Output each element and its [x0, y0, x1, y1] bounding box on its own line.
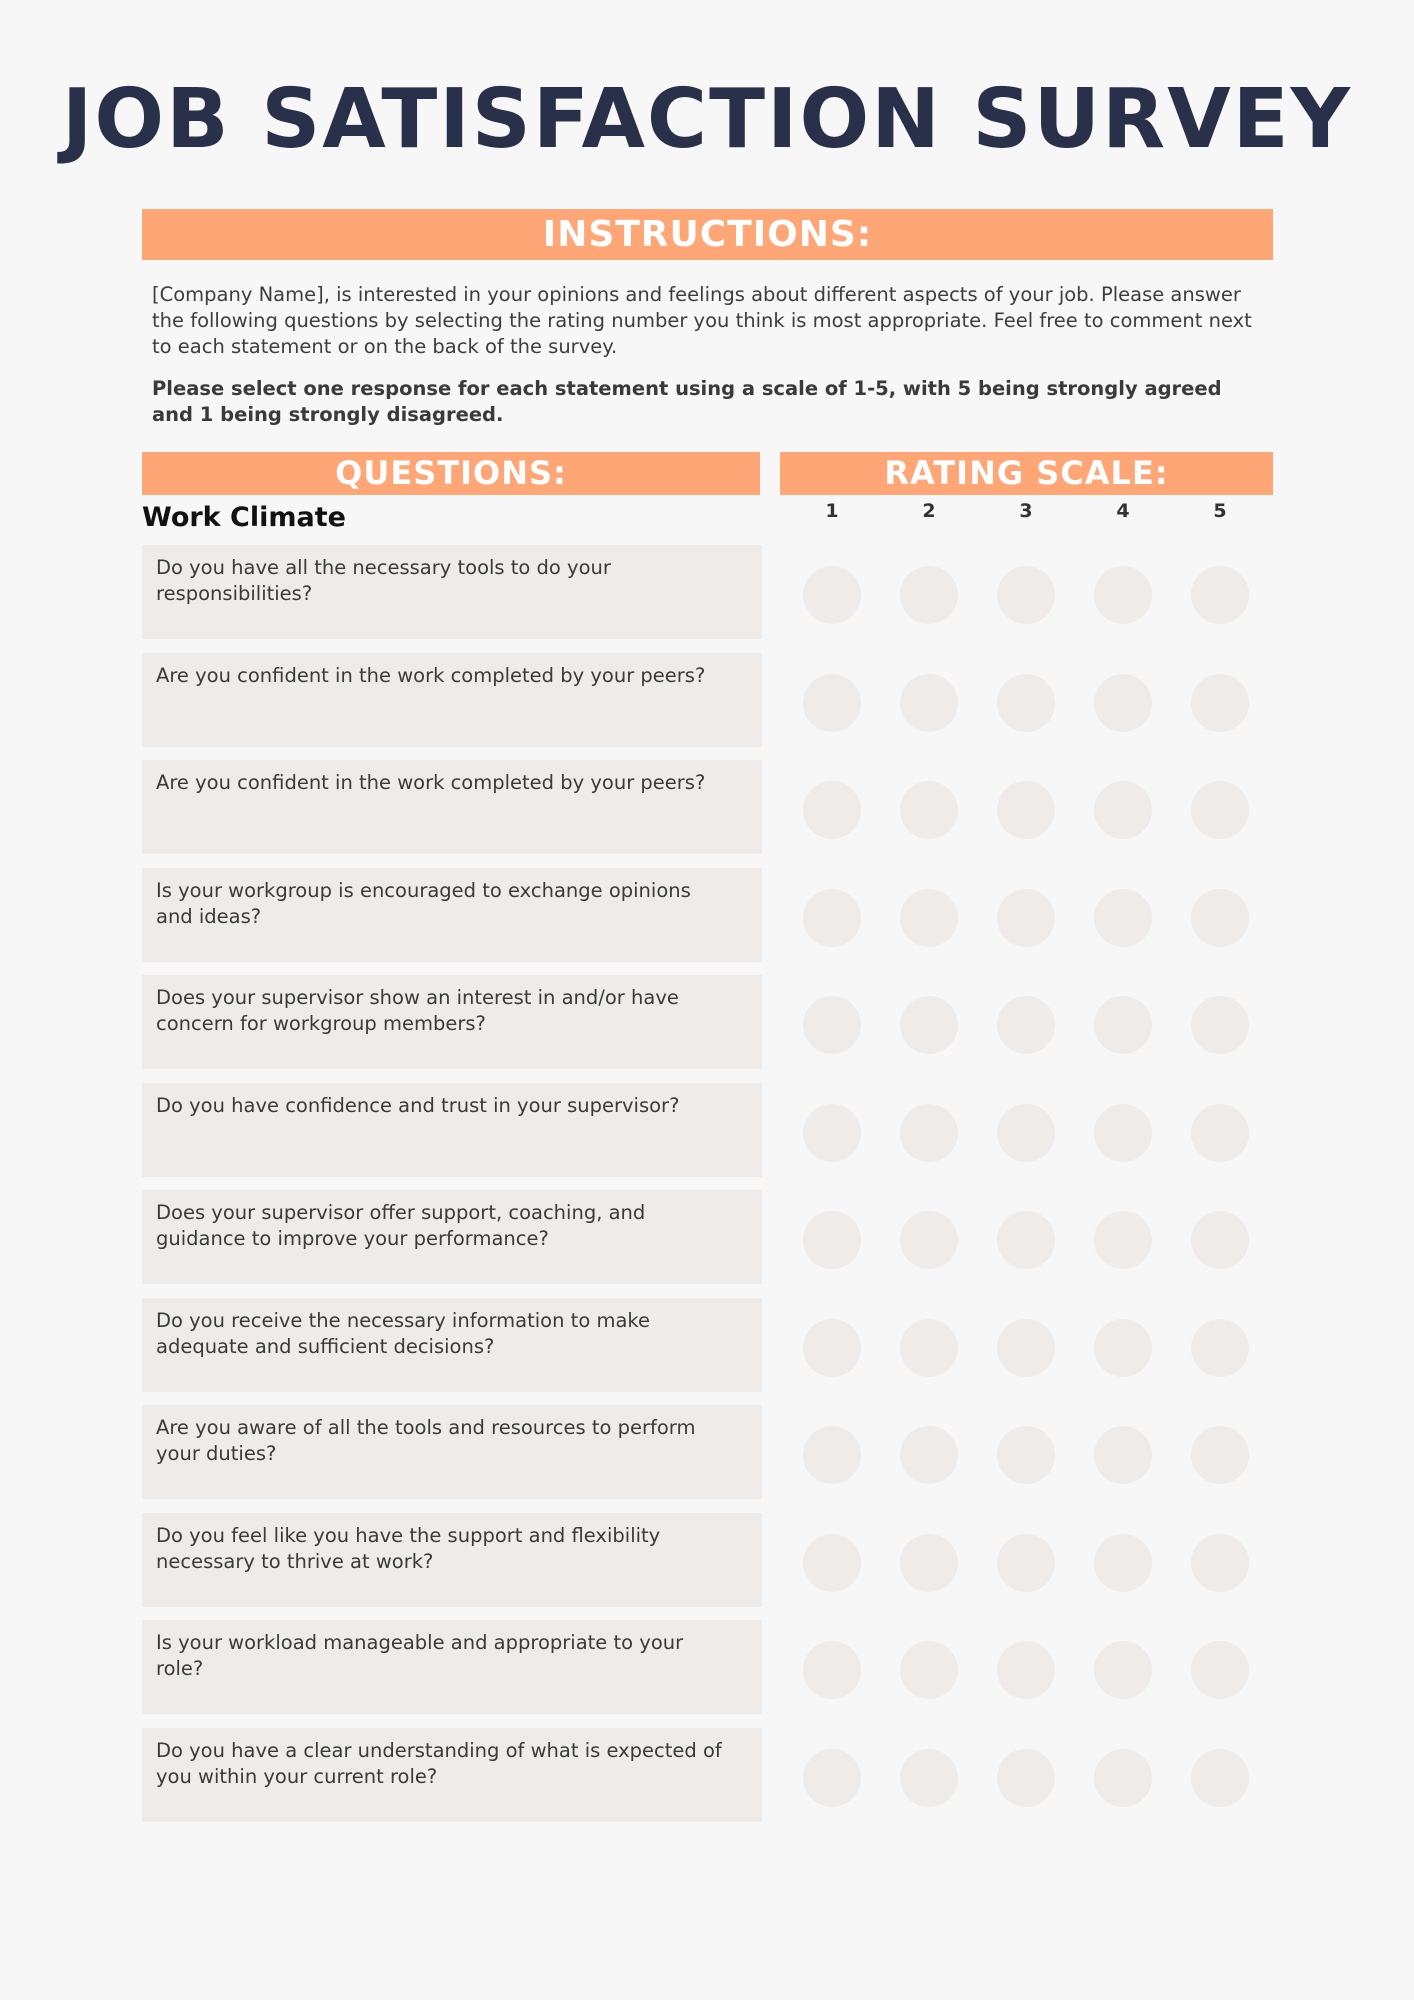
rating-option-4[interactable]	[1094, 1749, 1152, 1807]
rating-option-4[interactable]	[1094, 1211, 1152, 1269]
instructions-scale-note: Please select one response for each statement using a scale of 1-5, with 5 being strongly agreed and 1 being strongly disagreed.	[152, 377, 1222, 426]
rating-option-2[interactable]	[900, 781, 958, 839]
question-text: Do you have confidence and trust in your supervisor?	[142, 1083, 762, 1177]
rating-option-1[interactable]	[803, 1749, 861, 1807]
rating-option-5[interactable]	[1191, 1319, 1249, 1377]
rating-option-4[interactable]	[1094, 889, 1152, 947]
rating-row	[0, 1190, 1414, 1298]
scale-label-2: 2	[922, 500, 936, 522]
question-text: Is your workgroup is encouraged to exchange opinions and ideas?	[142, 868, 762, 962]
rating-option-4[interactable]	[1094, 1534, 1152, 1592]
rating-option-4[interactable]	[1094, 996, 1152, 1054]
rating-row	[0, 1083, 1414, 1191]
rating-option-2[interactable]	[900, 1426, 958, 1484]
scale-label-4: 4	[1116, 500, 1130, 522]
rating-option-1[interactable]	[803, 1641, 861, 1699]
rating-option-2[interactable]	[900, 674, 958, 732]
rating-option-1[interactable]	[803, 996, 861, 1054]
rating-option-3[interactable]	[997, 996, 1055, 1054]
question-text: Do you receive the necessary information to make adequate and sufficient decisions?	[142, 1298, 762, 1392]
rating-option-1[interactable]	[803, 781, 861, 839]
rating-option-5[interactable]	[1191, 674, 1249, 732]
rating-row	[0, 653, 1414, 761]
rating-option-4[interactable]	[1094, 1319, 1152, 1377]
rating-option-3[interactable]	[997, 1426, 1055, 1484]
rating-option-5[interactable]	[1191, 1426, 1249, 1484]
rating-option-2[interactable]	[900, 1104, 958, 1162]
scale-label-3: 3	[1019, 500, 1033, 522]
rating-grid	[0, 545, 1414, 1835]
rating-option-5[interactable]	[1191, 996, 1249, 1054]
rating-option-3[interactable]	[997, 1104, 1055, 1162]
rating-option-2[interactable]	[900, 1641, 958, 1699]
rating-option-4[interactable]	[1094, 1426, 1152, 1484]
rating-option-5[interactable]	[1191, 781, 1249, 839]
instructions-text: [Company Name], is interested in your opinions and feelings about different aspects of your job. Please answer the following questions by selecting the rating number you think is most appropriate. Feel free to comment next to each statement or on the back of the survey.	[152, 283, 1252, 358]
instructions-heading: INSTRUCTIONS:	[142, 209, 1273, 260]
questions-heading: QUESTIONS:	[142, 452, 760, 495]
rating-option-5[interactable]	[1191, 889, 1249, 947]
rating-option-3[interactable]	[997, 889, 1055, 947]
rating-option-3[interactable]	[997, 1534, 1055, 1592]
rating-option-5[interactable]	[1191, 566, 1249, 624]
rating-option-3[interactable]	[997, 781, 1055, 839]
page-title: JOB SATISFACTION SURVEY	[61, 72, 1353, 167]
question-text: Does your supervisor show an interest in and/or have concern for workgroup members?	[142, 975, 762, 1069]
rating-option-4[interactable]	[1094, 674, 1152, 732]
rating-option-3[interactable]	[997, 1211, 1055, 1269]
rating-option-2[interactable]	[900, 889, 958, 947]
rating-option-3[interactable]	[997, 1749, 1055, 1807]
rating-row	[0, 1620, 1414, 1728]
scale-label-1: 1	[825, 500, 839, 522]
rating-option-1[interactable]	[803, 1426, 861, 1484]
rating-row	[0, 975, 1414, 1083]
rating-option-4[interactable]	[1094, 1104, 1152, 1162]
rating-option-1[interactable]	[803, 1104, 861, 1162]
question-text: Do you have a clear understanding of what is expected of you within your current role?	[142, 1728, 762, 1822]
question-text: Does your supervisor offer support, coaching, and guidance to improve your performance?	[142, 1190, 762, 1284]
rating-option-3[interactable]	[997, 566, 1055, 624]
question-text: Are you aware of all the tools and resources to perform your duties?	[142, 1405, 762, 1499]
rating-option-4[interactable]	[1094, 1641, 1152, 1699]
rating-option-4[interactable]	[1094, 566, 1152, 624]
scale-label-5: 5	[1213, 500, 1227, 522]
rating-scale-heading: RATING SCALE:	[780, 452, 1273, 495]
rating-row	[0, 545, 1414, 653]
rating-row	[0, 868, 1414, 976]
rating-option-4[interactable]	[1094, 781, 1152, 839]
rating-option-1[interactable]	[803, 674, 861, 732]
rating-option-2[interactable]	[900, 1211, 958, 1269]
rating-option-5[interactable]	[1191, 1749, 1249, 1807]
rating-option-2[interactable]	[900, 1319, 958, 1377]
rating-option-3[interactable]	[997, 1641, 1055, 1699]
rating-row	[0, 1298, 1414, 1406]
rating-row	[0, 1513, 1414, 1621]
rating-option-2[interactable]	[900, 1534, 958, 1592]
rating-option-3[interactable]	[997, 1319, 1055, 1377]
question-text: Are you confident in the work completed by your peers?	[142, 653, 762, 747]
rating-option-1[interactable]	[803, 889, 861, 947]
rating-option-1[interactable]	[803, 1534, 861, 1592]
rating-option-5[interactable]	[1191, 1104, 1249, 1162]
section-title-work-climate: Work Climate	[142, 502, 346, 533]
rating-option-5[interactable]	[1191, 1641, 1249, 1699]
rating-option-1[interactable]	[803, 1319, 861, 1377]
rating-option-1[interactable]	[803, 1211, 861, 1269]
rating-option-2[interactable]	[900, 566, 958, 624]
rating-row	[0, 760, 1414, 868]
rating-option-5[interactable]	[1191, 1534, 1249, 1592]
rating-row	[0, 1405, 1414, 1513]
question-text: Do you have all the necessary tools to do your responsibilities?	[142, 545, 762, 639]
rating-option-2[interactable]	[900, 1749, 958, 1807]
rating-option-5[interactable]	[1191, 1211, 1249, 1269]
question-text: Are you confident in the work completed by your peers?	[142, 760, 762, 854]
question-text: Is your workload manageable and appropriate to your role?	[142, 1620, 762, 1714]
rating-option-2[interactable]	[900, 996, 958, 1054]
rating-row	[0, 1728, 1414, 1836]
rating-option-3[interactable]	[997, 674, 1055, 732]
question-text: Do you feel like you have the support and flexibility necessary to thrive at work?	[142, 1513, 762, 1607]
rating-option-1[interactable]	[803, 566, 861, 624]
